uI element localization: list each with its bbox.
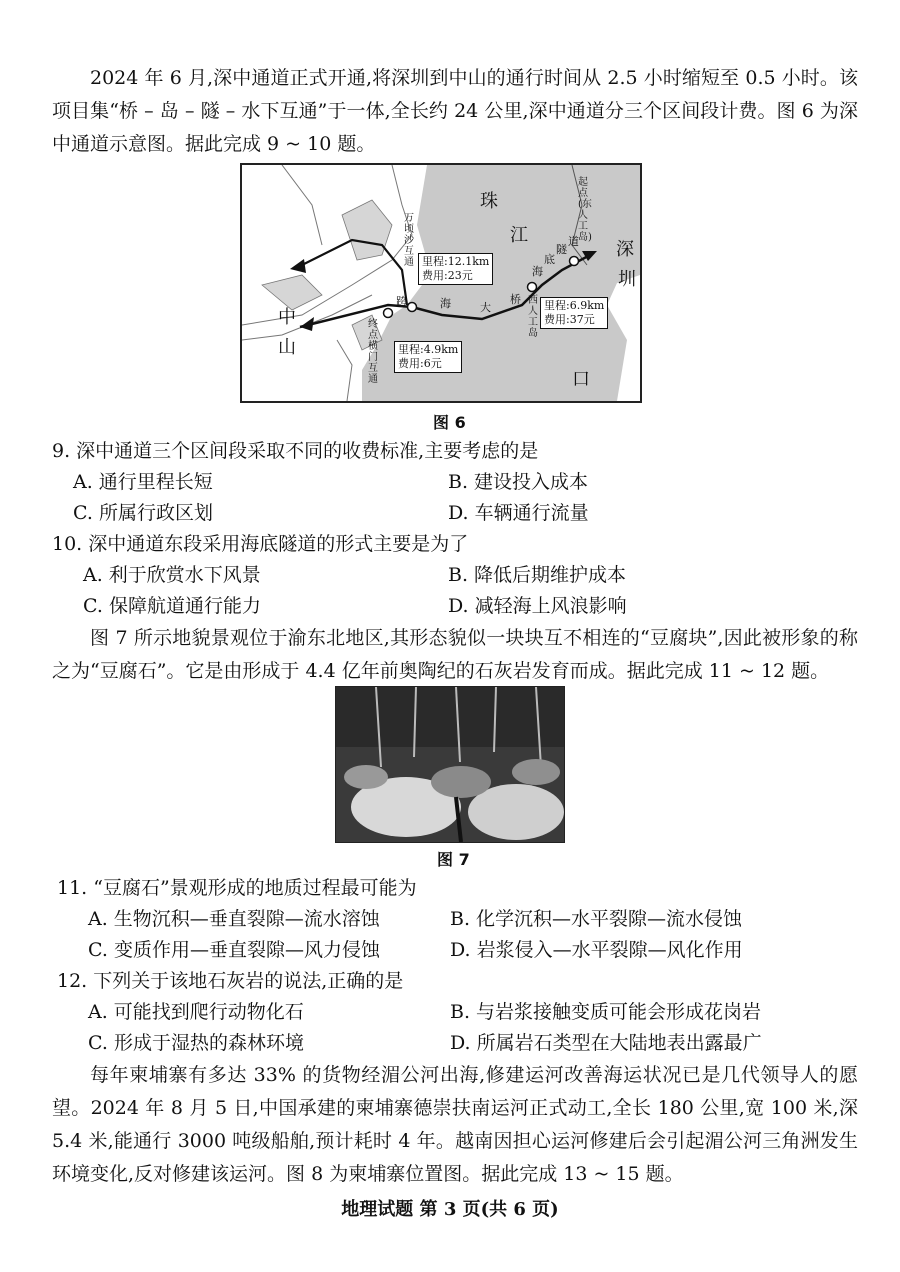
map-label-haidi-4: 道 bbox=[568, 235, 579, 248]
intro-paragraph-1: 2024 年 6 月,深中通道正式开通,将深圳到中山的通行时间从 2.5 小时缩短至 0.5 小时。该项目集“桥 – 岛 – 隧 – 水下互通”于一体,全长约 24 公里,深中通道分三个区间段计费。图 6 为深中通道示意图。据此完成 9 ~ 10 题。 bbox=[52, 67, 858, 155]
question-9-option-d[interactable]: D. 车辆通行流量 bbox=[448, 502, 589, 524]
map-label-shenzhen-2: 圳 bbox=[618, 269, 636, 290]
info-box-west-mileage: 里程:4.9km bbox=[398, 343, 459, 356]
info-box-west-fee: 费用:6元 bbox=[398, 357, 442, 370]
info-box-east-mileage: 里程:6.9km bbox=[544, 299, 605, 312]
question-10-option-b[interactable]: B. 降低后期维护成本 bbox=[448, 564, 627, 586]
map-label-kou: 口 bbox=[572, 369, 590, 390]
question-12-option-a[interactable]: A. 可能找到爬行动物化石 bbox=[88, 1001, 304, 1023]
question-10-option-c[interactable]: C. 保障航道通行能力 bbox=[83, 595, 261, 617]
map-label-jiang: 江 bbox=[510, 225, 528, 246]
question-10-option-a[interactable]: A. 利于欣赏水下风景 bbox=[83, 564, 261, 586]
map-label-shenzhen-1: 深 bbox=[616, 239, 634, 260]
intro-paragraph-2: 图 7 所示地貌景观位于渝东北地区,其形态貌似一块块互不相连的“豆腐块”,因此被形象的称之为“豆腐石”。它是由形成于 4.4 亿年前奥陶纪的石灰岩发育而成。据此完成 11 ~ 12 题。 bbox=[52, 627, 858, 682]
map-label-haidi-3: 隧 bbox=[556, 243, 567, 256]
question-11-option-c[interactable]: C. 变质作用—垂直裂隙—风力侵蚀 bbox=[88, 939, 380, 961]
question-12-option-b[interactable]: B. 与岩浆接触变质可能会形成花岗岩 bbox=[450, 1001, 762, 1023]
map-label-wanqingsha: 万顷沙互通 bbox=[404, 213, 414, 268]
question-10-option-d[interactable]: D. 减轻海上风浪影响 bbox=[448, 595, 627, 617]
map-label-end-point: 终点横门互通 bbox=[368, 319, 378, 385]
question-9-option-c[interactable]: C. 所属行政区划 bbox=[73, 502, 213, 524]
page-footer: 地理试题 第 3 页(共 6 页) bbox=[341, 1199, 559, 1220]
question-9-stem: 9. 深中通道三个区间段采取不同的收费标准,主要考虑的是 bbox=[52, 440, 539, 462]
info-box-middle bbox=[418, 253, 493, 285]
question-12-stem: 12. 下列关于该地石灰岩的说法,正确的是 bbox=[57, 970, 404, 992]
info-box-west bbox=[394, 341, 462, 373]
question-12-option-d[interactable]: D. 所属岩石类型在大陆地表出露最广 bbox=[450, 1032, 762, 1054]
map-label-start-point: 起点(东人工岛) bbox=[578, 177, 592, 243]
question-11-option-a[interactable]: A. 生物沉积—垂直裂隙—流水溶蚀 bbox=[88, 908, 380, 930]
map-label-haidi-1: 海 bbox=[532, 265, 543, 278]
figure-7-photo bbox=[335, 686, 565, 843]
question-11-stem: 11. “豆腐石”景观形成的地质过程最可能为 bbox=[57, 877, 417, 899]
info-box-middle-fee: 费用:23元 bbox=[422, 269, 473, 282]
figure-6-map bbox=[240, 163, 642, 403]
map-label-haidi-2: 底 bbox=[544, 253, 555, 266]
question-9-option-b[interactable]: B. 建设投入成本 bbox=[448, 471, 589, 493]
info-box-east bbox=[540, 297, 608, 329]
map-label-zhongshan-1: 中 bbox=[278, 307, 296, 328]
map-label-qiao: 桥 bbox=[510, 293, 521, 306]
question-11-option-d[interactable]: D. 岩浆侵入—水平裂隙—风化作用 bbox=[450, 939, 743, 961]
intro-paragraph-3: 每年柬埔寨有多达 33% 的货物经湄公河出海,修建运河改善海运状况已是几代领导人的愿望。2024 年 8 月 5 日,中国承建的柬埔寨德崇扶南运河正式动工,全长 180 公里,宽 100 米,深 5.4 米,能通行 3000 吨级船舶,预计耗时 4 年。越南因担心运河修建后会引起湄公河三角洲发生环境变化,反对修建该运河。图 8 为柬埔寨位置图。据此完成 13 ~ 15 题。 bbox=[52, 1064, 858, 1185]
info-box-middle-mileage: 里程:12.1km bbox=[422, 255, 490, 268]
info-box-east-fee: 费用:37元 bbox=[544, 313, 595, 326]
figure-7-caption: 图 7 bbox=[437, 850, 470, 869]
figure-6-caption: 图 6 bbox=[433, 413, 466, 432]
map-label-west-island: 西人工岛 bbox=[528, 295, 538, 339]
question-10-stem: 10. 深中通道东段采用海底隧道的形式主要是为了 bbox=[52, 533, 469, 555]
question-12-option-c[interactable]: C. 形成于湿热的森林环境 bbox=[88, 1032, 304, 1054]
question-11-option-b[interactable]: B. 化学沉积—水平裂隙—流水侵蚀 bbox=[450, 908, 743, 930]
map-label-hai: 海 bbox=[440, 297, 451, 310]
question-9-option-a[interactable]: A. 通行里程长短 bbox=[73, 471, 213, 493]
map-label-zhongshan-2: 山 bbox=[278, 337, 296, 358]
map-label-kua: 跨 bbox=[396, 295, 407, 308]
map-label-zhu: 珠 bbox=[480, 191, 498, 212]
map-label-da: 大 bbox=[480, 301, 491, 314]
